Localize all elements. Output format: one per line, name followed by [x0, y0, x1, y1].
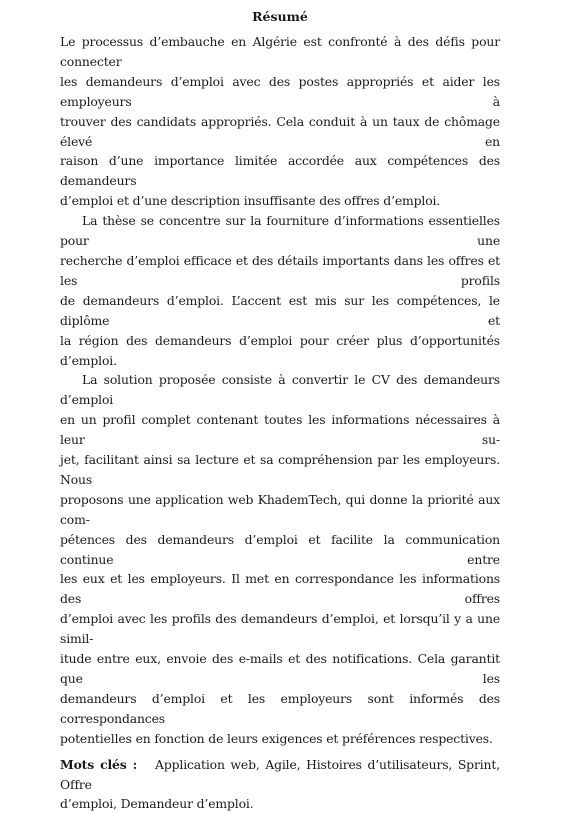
paragraph-line: trouver des candidats appropriés. Cela conduit à un taux de chômage élevé en: [60, 113, 500, 149]
paragraph-line: proposons une application web KhademTech, qui donne la priorité aux com-: [60, 491, 500, 527]
abstract-page: [60, 8, 500, 814]
paragraph-line: pétences des demandeurs d’emploi et facilite la communication continue entre: [60, 531, 500, 567]
paragraph-line: itude entre eux, envoie des e-mails et des notifications. Cela garantit que les: [60, 651, 500, 686]
abstract-paragraph-3: [60, 370, 500, 748]
paragraph-line: d’emploi avec les profils des demandeurs d’emploi, et lorsqu’il y a une simil-: [60, 611, 500, 647]
keywords-text-2: d’emploi, Demandeur d’emploi.: [60, 796, 254, 812]
paragraph-line: La solution proposée consiste à convertir le CV des demandeurs d’emploi: [60, 372, 500, 408]
keywords-text-1: Application web, Agile, Histoires d’utilisateurs, Sprint, Offre: [60, 756, 500, 792]
paragraph-line: demandeurs d’emploi et les employeurs sont informés des correspondances: [60, 690, 500, 726]
paragraph-line: les demandeurs d’emploi avec des postes appropriés et aider les employeurs à: [60, 73, 500, 109]
abstract-title: Résumé: [252, 9, 308, 24]
paragraph-line: la région des demandeurs d’emploi pour créer plus d’opportunités d’emploi.: [60, 332, 500, 368]
paragraph-line: potentielles en fonction de leurs exigences et préférences respectives.: [60, 730, 493, 746]
keywords-block: [60, 755, 500, 814]
paragraph-line: les eux et les employeurs. Il met en correspondance les informations des offres: [60, 571, 500, 607]
paragraph-line: en un profil complet contenant toutes les informations nécessaires à leur su-: [60, 412, 500, 448]
paragraph-line: d’emploi et d’une description insuffisante des offres d’emploi.: [60, 193, 441, 209]
paragraph-line: de demandeurs d’emploi. L’accent est mis sur les compétences, le diplôme et: [60, 292, 500, 328]
paragraph-line: Le processus d’embauche en Algérie est confronté à des défis pour connecter: [60, 34, 500, 69]
keywords-label: Mots clés :: [60, 756, 138, 772]
paragraph-line: raison d’une importance limitée accordée aux compétences des demandeurs: [60, 153, 500, 189]
paragraph-line: jet, facilitant ainsi sa lecture et sa compréhension par les employeurs. Nous: [60, 452, 500, 487]
paragraph-line: recherche d’emploi efficace et des détails importants dans les offres et les profils: [60, 252, 500, 288]
paragraph-line: La thèse se concentre sur la fourniture d’informations essentielles pour une: [60, 213, 500, 249]
abstract-paragraph-2: [60, 211, 500, 370]
abstract-paragraph-1: [60, 32, 500, 211]
keywords-line: [60, 755, 500, 795]
